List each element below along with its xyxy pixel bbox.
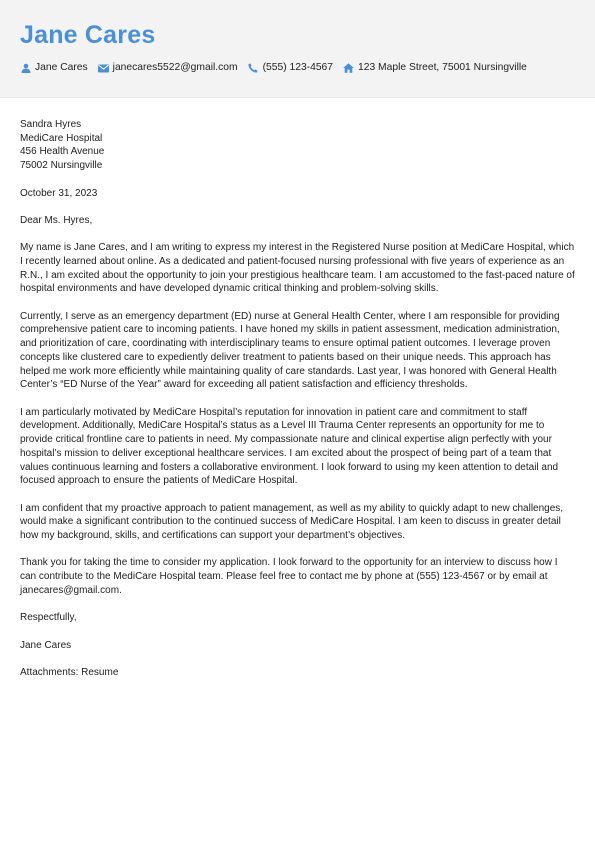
phone-icon [248, 63, 259, 74]
signature: Jane Cares [20, 639, 72, 651]
closing: Respectfully, [20, 612, 77, 624]
body-paragraph: Currently, I serve as an emergency department (ED) nurse at General Health Center, where I am responsible for providing comprehensive patient care to incoming patients. I have honed my skills in patient assessment, medication administration, and prioritization of care, coordinating with interdisciplinary teams to ensure optimal patient outcomes. I leverage proven concepts like clustered care to expediently deliver treatment to patients based on their unique needs. This approach has helped me work more efficiently while maintaining quality of care standards. Last year, I was honored with General Health Center’s “ED Nurse of the Year” award for exceeding all patient satisfaction and efficiency thresholds. [20, 310, 560, 391]
body-paragraph: Thank you for taking the time to consider my application. I look forward to the opportunity for an interview to discuss how I can contribute to the MediCare Hospital team. Please feel free to contact me by phone at (555) 123-4567 or by email at janecares@gmail.com. [20, 557, 558, 596]
salutation: Dear Ms. Hyres, [20, 214, 93, 226]
envelope-icon [98, 63, 109, 74]
contact-address-text: 123 Maple Street, 75001 Nursingville [358, 62, 527, 73]
contact-address [343, 61, 527, 75]
recipient-name: Sandra Hyres [20, 119, 82, 130]
home-icon [343, 63, 354, 74]
user-icon [20, 63, 31, 74]
contact-phone-text: (555) 123-4567 [262, 62, 334, 73]
applicant-name: Jane Cares [20, 21, 156, 49]
body-paragraph: I am confident that my proactive approach to patient management, as well as my ability to quickly adapt to new challenges, would make a significant contribution to the continued success of MediCare Hospital. I am keen to discuss in greater detail how my background, skills, and certifications can support your department’s objectives. [20, 502, 564, 541]
body-paragraph: I am particularly motivated by MediCare Hospital’s reputation for innovation in patient care and commitment to staff development. Additionally, MediCare Hospital’s status as a Level III Trauma Center represents an opportunity for me to provide critical frontline care to patients in need. My compassionate nature and clinical expertise align perfectly with your hospital’s mission to deliver exceptional healthcare services. I am excited about the prospect of being part of a team that values continuous learning and fosters a collaborative environment. I look forward to using my keen attention to detail and focused approach to ensure the patients of MediCare Hospital. [20, 406, 559, 487]
contact-person [20, 61, 88, 75]
letter-body [20, 118, 576, 693]
letter-date: October 31, 2023 [20, 187, 98, 199]
contact-phone[interactable] [248, 61, 333, 75]
contact-email-text: janecares5522@gmail.com [112, 62, 238, 73]
contact-person-name: Jane Cares [35, 62, 88, 73]
contact-bar [20, 61, 527, 75]
letter-header [0, 0, 595, 98]
body-paragraph: My name is Jane Cares, and I am writing to express my interest in the Registered Nurse position at MediCare Hospital, which I recently learned about online. As a dedicated and patient-focused nursing professional with five years of experience as an R.N., I am excited about the opportunity to join your prestigious healthcare team. I am accustomed to the fast-paced nature of hospital environments and have developed dynamic critical thinking and problem-solving skills. [20, 242, 575, 295]
recipient-city: 75002 Nursingville [20, 160, 103, 172]
contact-email[interactable] [98, 61, 238, 75]
recipient-organization: MediCare Hospital [20, 132, 103, 144]
recipient-street: 456 Health Avenue [20, 146, 105, 158]
recipient-block [20, 118, 576, 173]
attachments: Attachments: Resume [20, 666, 119, 678]
